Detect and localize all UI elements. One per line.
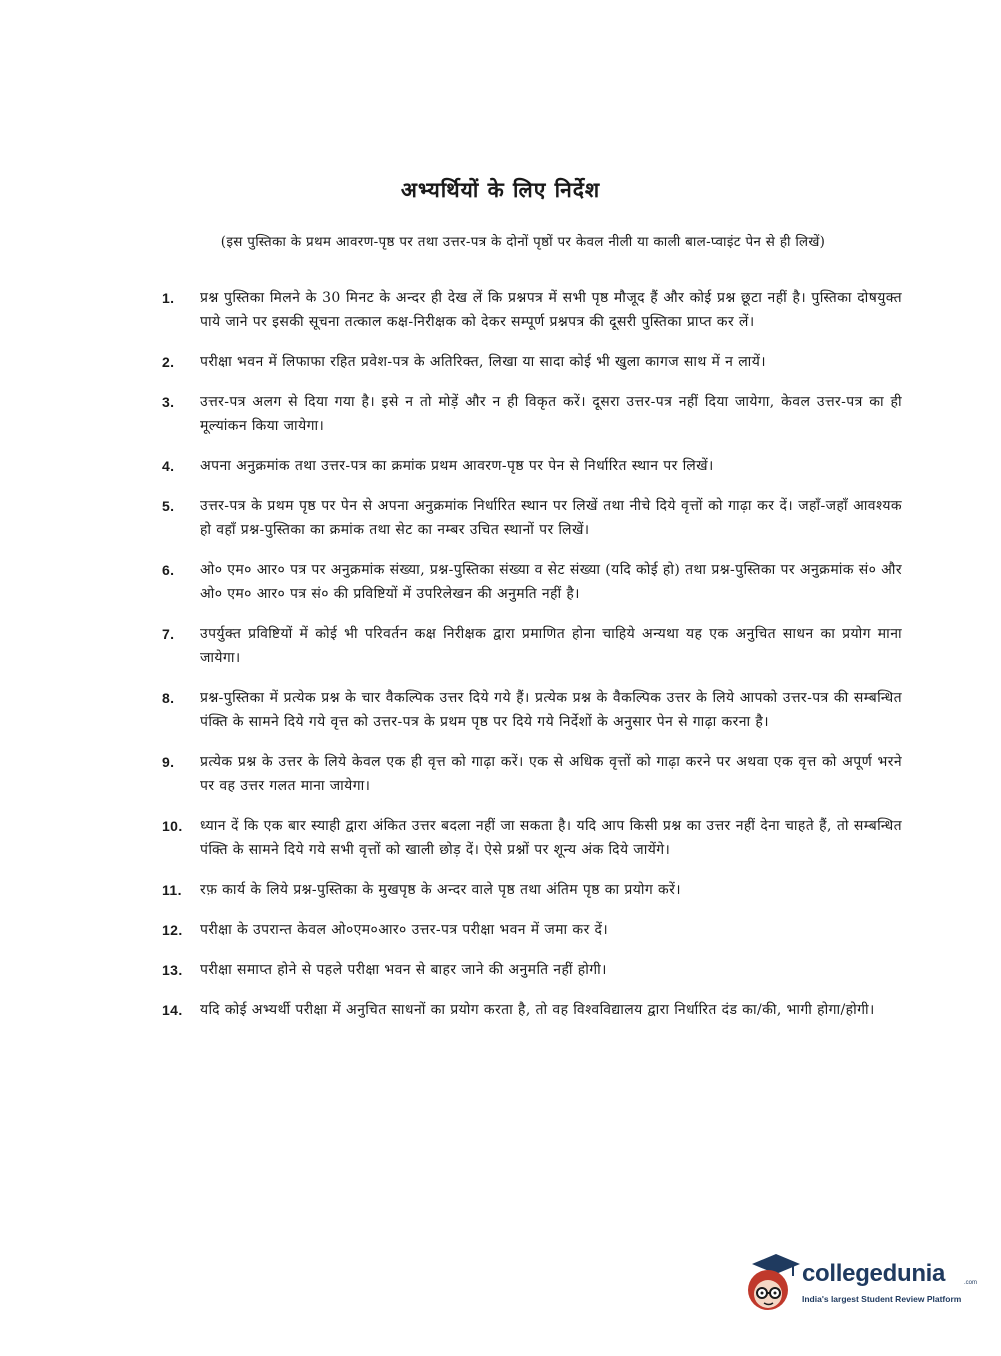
logo-suffix: .com — [964, 1280, 978, 1286]
item-text: ओ० एम० आर० पत्र पर अनुक्रमांक संख्या, प्रश्न-पुस्तिका संख्या व सेट संख्या (यदि कोई हो) तथा प्रश्न-पुस्तिका पर अनुक्रमांक सं० और ओ० एम० आर० पत्र सं० की प्रविष्टियों में उपरिलेखन की अनुमति नहीं है। — [200, 562, 902, 602]
list-item — [162, 454, 902, 478]
page-subtitle: (इस पुस्तिका के प्रथम आवरण-पृष्ठ पर तथा उत्तर-पत्र के दोनों पृष्ठों पर केवल नीली या काली बाल-प्वाइंट पेन से ही लिखें) — [220, 234, 826, 250]
list-item — [162, 622, 902, 670]
item-number: 13. — [162, 962, 183, 978]
logo-wordmark: collegedunia — [802, 1260, 946, 1287]
list-item — [162, 286, 902, 334]
list-item — [162, 350, 902, 374]
item-number: 12. — [162, 922, 183, 938]
item-text: परीक्षा समाप्त होने से पहले परीक्षा भवन से बाहर जाने की अनुमति नहीं होगी। — [200, 962, 607, 978]
item-text: उपर्युक्त प्रविष्टियों में कोई भी परिवर्तन कक्ष निरीक्षक द्वारा प्रमाणित होना चाहिये अन्यथा यह एक अनुचित साधन का प्रयोग माना जायेगा। — [200, 626, 902, 666]
item-text: उत्तर-पत्र के प्रथम पृष्ठ पर पेन से अपना अनुक्रमांक निर्धारित स्थान पर लिखें तथा नीचे दिये वृत्तों को गाढ़ा कर दें। जहाँ-जहाँ आवश्यक हो वहाँ प्रश्न-पुस्तिका का क्रमांक तथा सेट का नम्बर उचित स्थानों पर लिखें। — [200, 498, 902, 538]
list-item — [162, 686, 902, 734]
list-item — [162, 750, 902, 798]
item-number: 5. — [162, 498, 175, 514]
item-text: प्रत्येक प्रश्न के उत्तर के लिये केवल एक ही वृत्त को गाढ़ा करें। एक से अधिक वृत्तों को गाढ़ा करने पर अथवा एक वृत्त को अपूर्ण भरने पर वह उत्तर गलत माना जायेगा। — [200, 754, 902, 794]
item-number: 3. — [162, 394, 175, 410]
item-number: 6. — [162, 562, 175, 578]
item-number: 8. — [162, 690, 175, 706]
item-text: ध्यान दें कि एक बार स्याही द्वारा अंकित उत्तर बदला नहीं जा सकता है। यदि आप किसी प्रश्न का उत्तर नहीं देना चाहते हैं, तो सम्बन्धित पंक्ति के सामने दिये गये सभी वृत्तों को खाली छोड़ दें। ऐसे प्रश्नों पर शून्य अंक दिये जायेंगे। — [200, 818, 902, 858]
item-number: 1. — [162, 290, 175, 306]
item-number: 4. — [162, 458, 175, 474]
list-item — [162, 998, 902, 1022]
logo-tagline: India's largest Student Review Platform — [802, 1294, 962, 1304]
item-number: 2. — [162, 354, 175, 370]
item-number: 10. — [162, 818, 183, 834]
item-text: अपना अनुक्रमांक तथा उत्तर-पत्र का क्रमांक प्रथम आवरण-पृष्ठ पर पेन से निर्धारित स्थान पर लिखें। — [200, 458, 714, 474]
item-text: परीक्षा भवन में लिफाफा रहित प्रवेश-पत्र के अतिरिक्त, लिखा या सादा कोई भी खुला कागज साथ में न लायें। — [200, 354, 766, 370]
list-item — [162, 494, 902, 542]
list-item — [162, 558, 902, 606]
item-text: परीक्षा के उपरान्त केवल ओ०एम०आर० उत्तर-पत्र परीक्षा भवन में जमा कर दें। — [200, 922, 609, 938]
list-item — [162, 814, 902, 862]
item-number: 14. — [162, 1002, 183, 1018]
item-text: उत्तर-पत्र अलग से दिया गया है। इसे न तो मोड़ें और न ही विकृत करें। दूसरा उत्तर-पत्र नहीं दिया जायेगा, केवल उत्तर-पत्र का ही मूल्यांकन किया जायेगा। — [200, 394, 902, 434]
item-number: 9. — [162, 754, 175, 770]
item-text: प्रश्न-पुस्तिका में प्रत्येक प्रश्न के चार वैकल्पिक उत्तर दिये गये हैं। प्रत्येक प्रश्न के वैकल्पिक उत्तर के लिये आपको उत्तर-पत्र की सम्बन्धित पंक्ति के सामने दिये गये वृत्त को उत्तर-पत्र के प्रथम पृष्ठ पर दिये गये निर्देशों के अनुसार पेन से गाढ़ा करना है। — [200, 690, 902, 730]
page-title: अभ्यर्थियों के लिए निर्देश — [400, 177, 601, 202]
mascot-icon — [742, 1252, 802, 1314]
item-number: 11. — [162, 882, 182, 898]
list-item — [162, 878, 902, 902]
item-number: 7. — [162, 626, 175, 642]
collegedunia-logo[interactable] — [742, 1252, 978, 1316]
item-text: प्रश्न पुस्तिका मिलने के 30 मिनट के अन्दर ही देख लें कि प्रश्नपत्र में सभी पृष्ठ मौजूद हैं और कोई प्रश्न छूटा नहीं है। पुस्तिका दोषयुक्त पाये जाने पर इसकी सूचना तत्काल कक्ष-निरीक्षक को देकर सम्पूर्ण प्रश्नपत्र की दूसरी पुस्तिका प्राप्त कर लें। — [200, 290, 902, 330]
instruction-list — [162, 286, 902, 1038]
item-text: रफ़ कार्य के लिये प्रश्न-पुस्तिका के मुखपृष्ठ के अन्दर वाले पृष्ठ तथा अंतिम पृष्ठ का प्रयोग करें। — [200, 882, 681, 898]
item-text: यदि कोई अभ्यर्थी परीक्षा में अनुचित साधनों का प्रयोग करता है, तो वह विश्वविद्यालय द्वारा निर्धारित दंड का/की, भागी होगा/होगी। — [200, 1002, 875, 1018]
list-item — [162, 390, 902, 438]
list-item — [162, 918, 902, 942]
list-item — [162, 958, 902, 982]
